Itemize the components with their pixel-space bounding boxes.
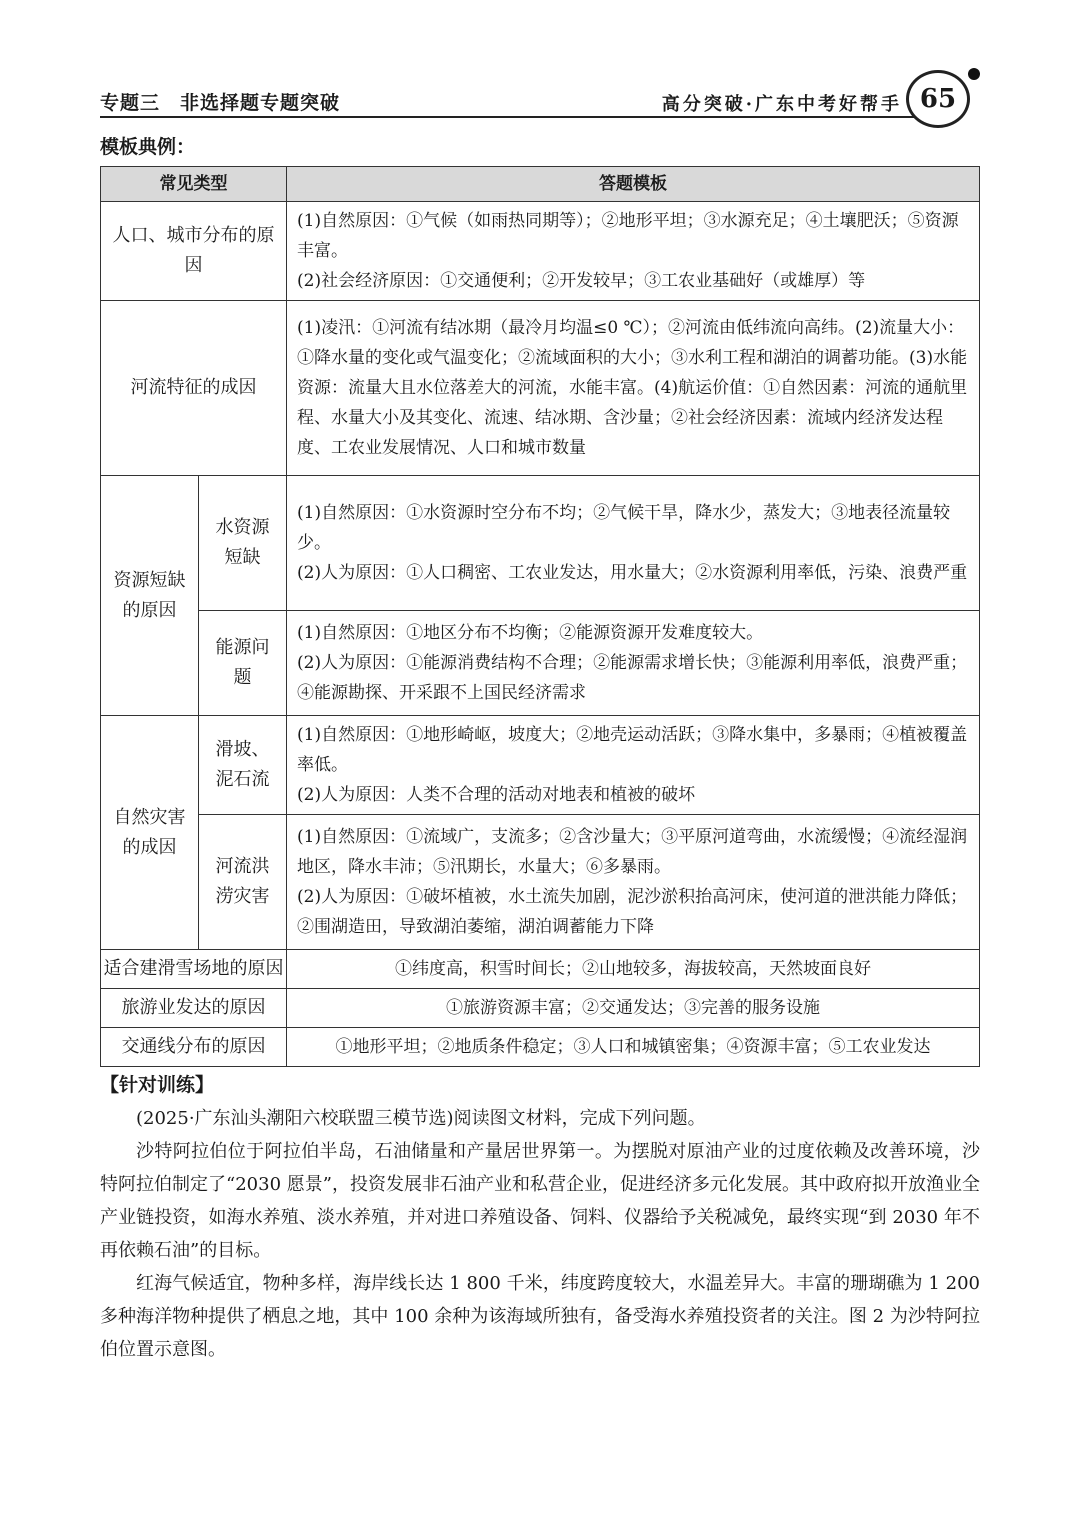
category-cell: 自然灾害的成因	[101, 716, 199, 950]
answer-cell: ①纬度高，积雪时间长；②山地较多，海拔较高，天然坡面良好	[287, 950, 980, 989]
practice-title: 【针对训练】	[100, 1074, 215, 1096]
page-number: 65	[906, 70, 970, 128]
answer-line: (1)凌汛：①河流有结冰期（最冷月均温≤0 ℃）；②河流由低纬流向高纬。(2)流量大小：①降水量的变化或气温变化；②流域面积的大小；③水利工程和湖泊的调蓄功能。(3)水能资源：流量大且水位落差大的河流，水能丰富。(4)航运价值：①自然因素：河流的通航里程、水量大小及其变化、流速、结冰期、含沙量；②社会经济因素：流域内经济发达程度、工农业发展情况、人口和城市数量	[297, 318, 968, 458]
answer-line: (2)人为原因：①人口稠密、工农业发达，用水量大；②水资源利用率低，污染、浪费严重	[297, 563, 968, 583]
practice-section	[100, 1069, 980, 1366]
category-cell: 旅游业发达的原因	[101, 989, 287, 1028]
practice-paragraph: 沙特阿拉伯位于阿拉伯半岛，石油储量和产量居世界第一。为摆脱对原油产业的过度依赖及改善环境，沙特阿拉伯制定了“2030 愿景”，投资发展非石油产业和私营企业，促进经济多元化发展。其中政府拟开放渔业全产业链投资，如海水养殖、淡水养殖，并对进口养殖设备、饲料、仪器给予关税减免，最终实现“到 2030 年不再依赖石油”的目标。	[100, 1141, 980, 1261]
answer-cell	[287, 301, 980, 476]
answer-cell	[287, 476, 980, 611]
table-row	[101, 611, 980, 716]
answer-cell: ①旅游资源丰富；②交通发达；③完善的服务设施	[287, 989, 980, 1028]
table-row	[101, 716, 980, 815]
subcategory-cell: 河流洪涝灾害	[199, 815, 287, 950]
subcategory-cell: 滑坡、泥石流	[199, 716, 287, 815]
table-row	[101, 476, 980, 611]
header-rule	[100, 116, 920, 118]
section-title: 专题三 非选择题专题突破	[100, 92, 341, 114]
header-template: 答题模板	[287, 167, 980, 202]
answer-line: (2)人为原因：①能源消费结构不合理；②能源需求增长快；③能源利用率低，浪费严重；④能源勘探、开采跟不上国民经济需求	[297, 653, 968, 703]
series-title: 高分突破·广东中考好帮手	[661, 94, 902, 115]
template-title: 模板典例：	[100, 136, 196, 158]
answer-line: (1)自然原因：①水资源时空分布不均；②气候干旱，降水少，蒸发大；③地表径流量较少。	[297, 503, 951, 553]
answer-cell	[287, 815, 980, 950]
answer-line: (1)自然原因：①地形崎岖，坡度大；②地壳运动活跃；③降水集中，多暴雨；④植被覆盖率低。	[297, 725, 968, 775]
category-cell: 河流特征的成因	[101, 301, 287, 476]
page-dot-icon	[968, 68, 980, 80]
header-type: 常见类型	[101, 167, 287, 202]
table-row	[101, 301, 980, 476]
answer-cell	[287, 716, 980, 815]
answer-cell	[287, 202, 980, 301]
table-header-row	[101, 167, 980, 202]
answer-line: (2)人为原因：人类不合理的活动对地表和植被的破坏	[297, 785, 696, 805]
category-cell: 人口、城市分布的原因	[101, 202, 287, 301]
answer-line: (1)自然原因：①气候（如雨热同期等）；②地形平坦；③水源充足；④土壤肥沃；⑤资源丰富。	[297, 211, 959, 261]
table-row	[101, 1028, 980, 1067]
answer-template-table	[100, 166, 980, 1067]
subcategory-cell: 能源问题	[199, 611, 287, 716]
answer-line: (2)人为原因：①破坏植被，水土流失加剧，泥沙淤积抬高河床，使河道的泄洪能力降低；②围湖造田，导致湖泊萎缩，湖泊调蓄能力下降	[297, 887, 968, 937]
page-header	[100, 78, 980, 118]
answer-line: (1)自然原因：①地区分布不均衡；②能源资源开发难度较大。	[297, 623, 764, 643]
table-row	[101, 815, 980, 950]
answer-cell	[287, 611, 980, 716]
answer-line: (2)社会经济原因：①交通便利；②开发较早；③工农业基础好（或雄厚）等	[297, 271, 866, 291]
category-cell: 适合建滑雪场地的原因	[101, 950, 287, 989]
table-row	[101, 202, 980, 301]
category-cell: 交通线分布的原因	[101, 1028, 287, 1067]
table-row	[101, 950, 980, 989]
category-cell: 资源短缺的原因	[101, 476, 199, 716]
answer-cell: ①地形平坦；②地质条件稳定；③人口和城镇密集；④资源丰富；⑤工农业发达	[287, 1028, 980, 1067]
practice-paragraph: 红海气候适宜，物种多样，海岸线长达 1 800 千米，纬度跨度较大，水温差异大。丰富的珊瑚礁为 1 200 多种海洋物种提供了栖息之地，其中 100 余种为该海域所独有，备受海水养殖投资者的关注。图 2 为沙特阿拉伯位置示意图。	[100, 1273, 980, 1360]
subcategory-cell: 水资源短缺	[199, 476, 287, 611]
table-row	[101, 989, 980, 1028]
practice-paragraph: (2025·广东汕头潮阳六校联盟三模节选)阅读图文材料，完成下列问题。	[136, 1108, 706, 1129]
answer-line: (1)自然原因：①流域广，支流多；②含沙量大；③平原河道弯曲，水流缓慢；④流经湿润地区，降水丰沛；⑤汛期长，水量大；⑥多暴雨。	[297, 827, 968, 877]
